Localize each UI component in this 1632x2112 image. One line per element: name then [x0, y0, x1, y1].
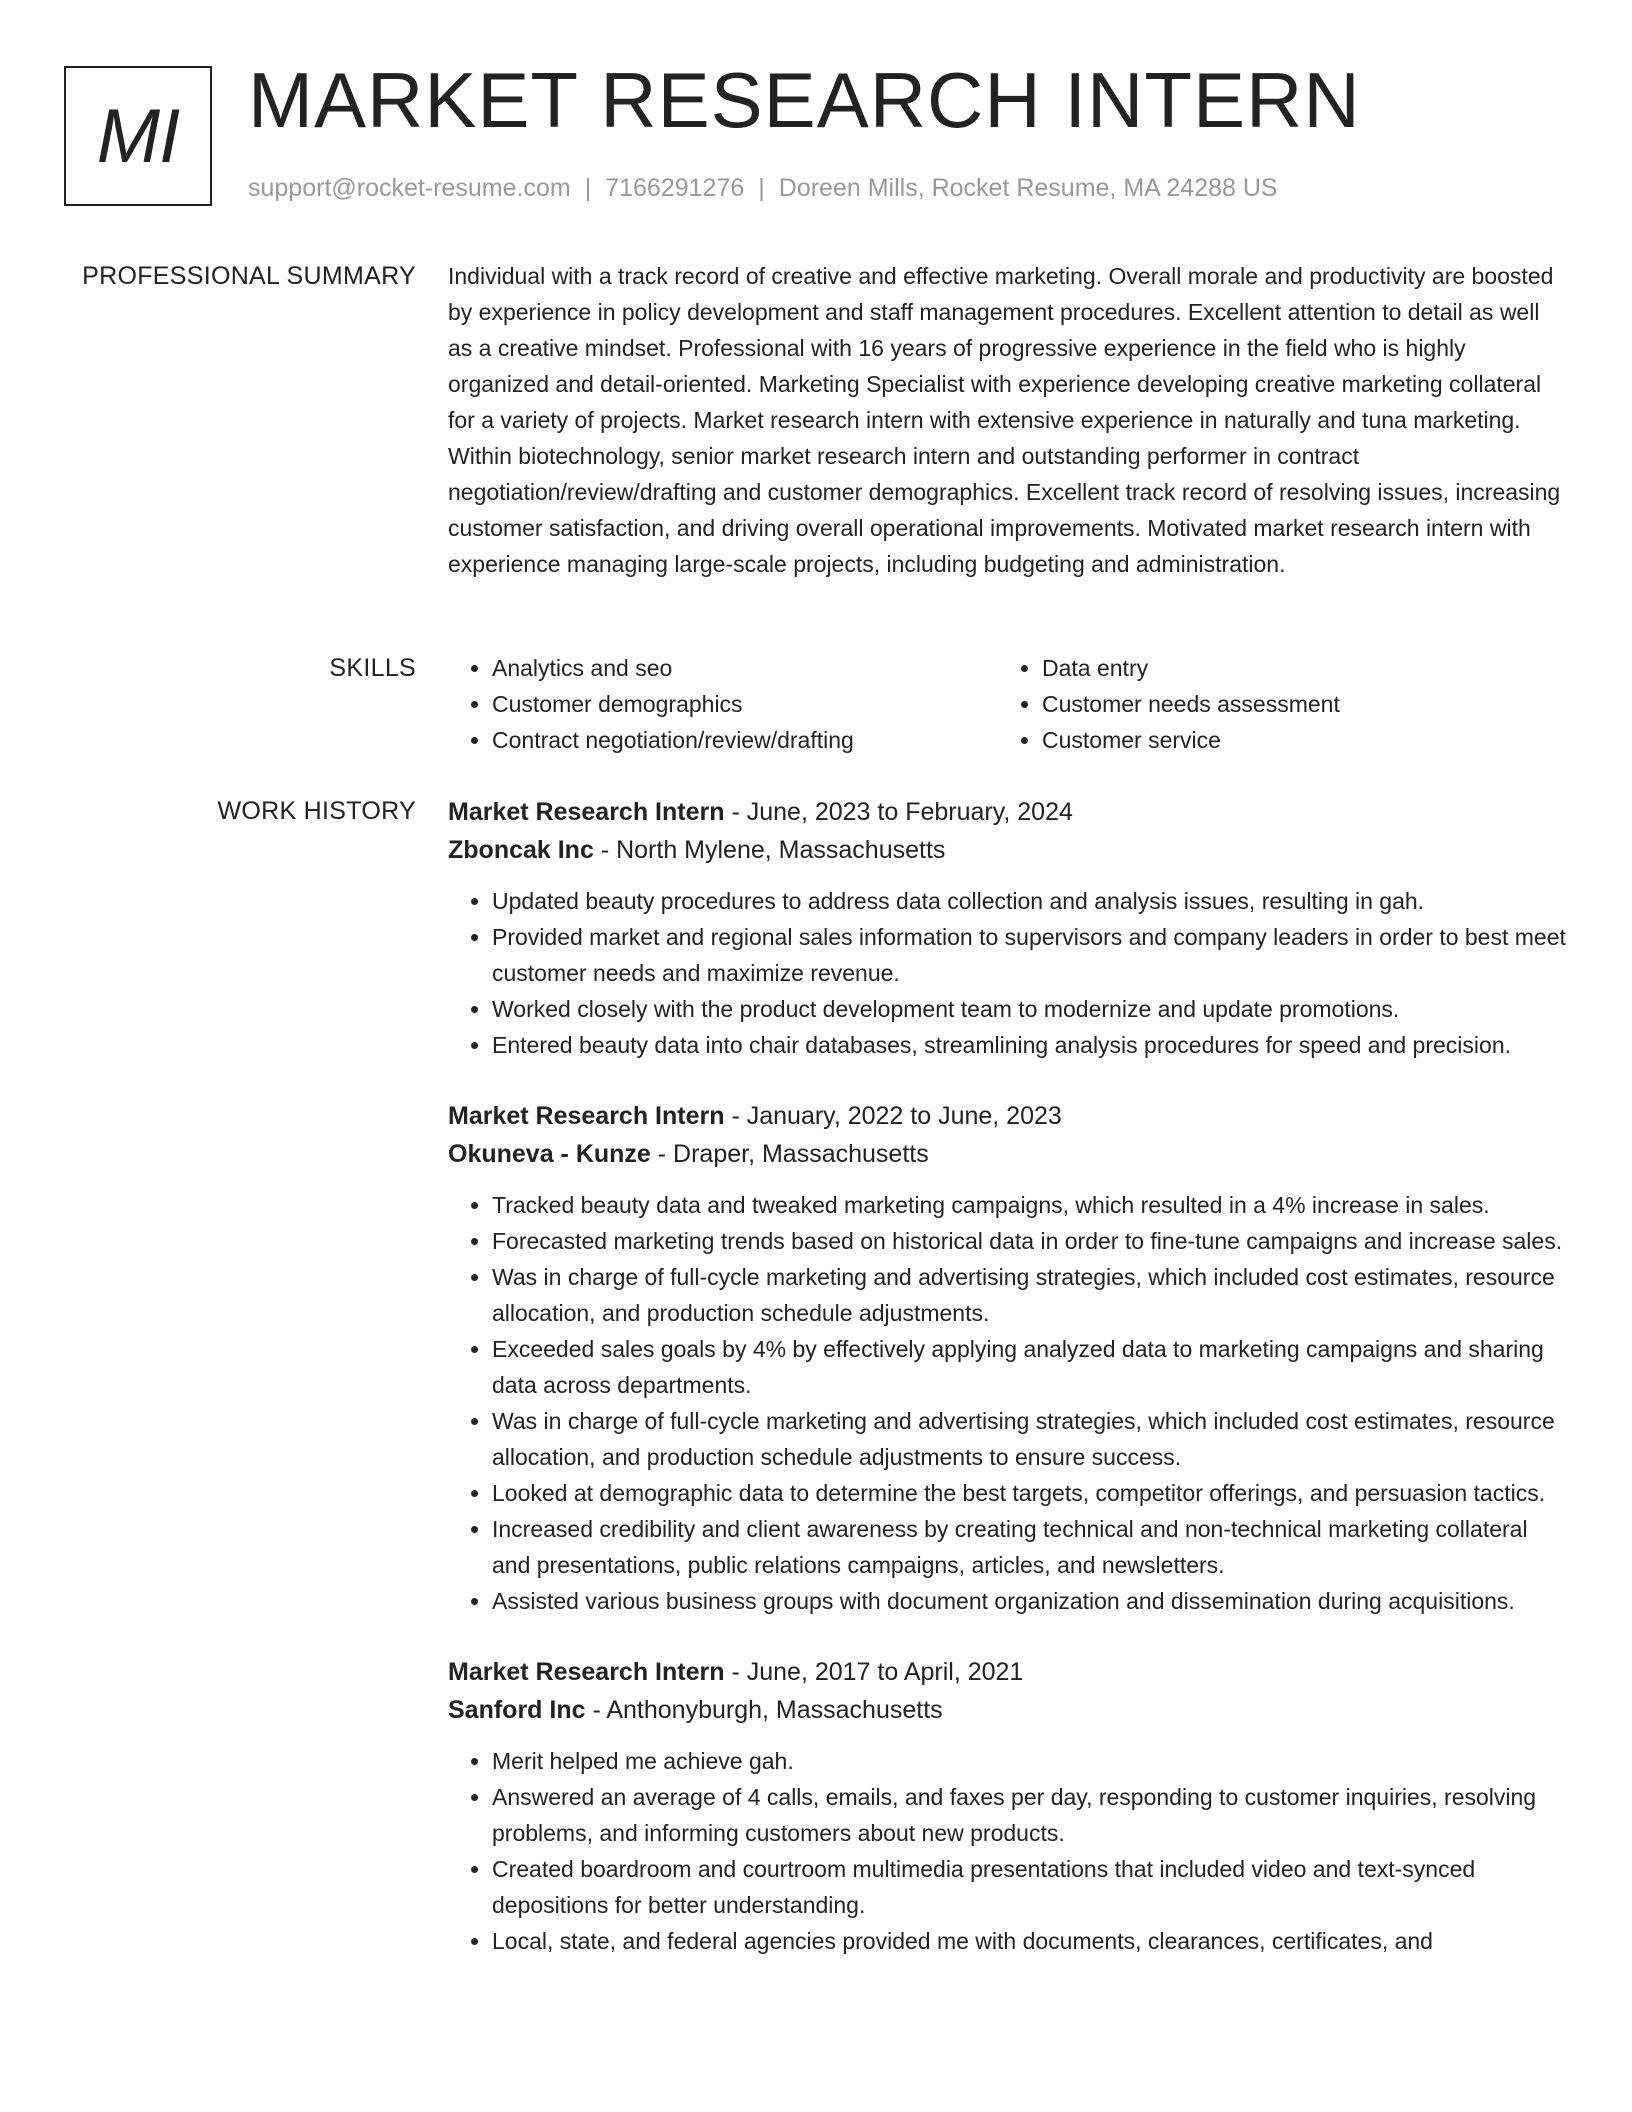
job-company: Okuneva - Kunze: [448, 1140, 651, 1168]
job-dates: - January, 2022 to June, 2023: [724, 1102, 1062, 1130]
monogram-box: [64, 66, 212, 206]
job-duty: • Worked closely with the product development team to modernize and update promotions.: [492, 991, 1568, 1027]
contact-separator: |: [584, 174, 592, 202]
monogram-initials: MI: [96, 93, 180, 179]
job-company: Zboncak Inc: [448, 836, 594, 864]
job-company-line: [448, 1691, 1568, 1729]
job-duty: • Forecasted marketing trends based on historical data in order to fine-tune campaigns and increase sales.: [492, 1223, 1568, 1259]
job-duty: • Provided market and regional sales information to supervisors and company leaders in order to best meet customer needs and maximize revenue.: [492, 919, 1568, 991]
job-dates: - June, 2017 to April, 2021: [724, 1658, 1024, 1686]
contact-address: Doreen Mills, Rocket Resume, MA 24288 US: [778, 174, 1278, 202]
job-title: Market Research Intern: [448, 798, 725, 826]
job-location: - Draper, Massachusetts: [650, 1140, 929, 1168]
job-duty: • Was in charge of full-cycle marketing and advertising strategies, which included cost estimates, resource allocation, and production schedule adjustments.: [492, 1259, 1568, 1331]
skills-heading: SKILLS: [329, 654, 416, 682]
job-duty: • Entered beauty data into chair databases, streamlining analysis procedures for speed and precision.: [492, 1027, 1568, 1063]
job-entry: [448, 1097, 1568, 1619]
contact-line: [248, 172, 1278, 205]
job-duty: • Was in charge of full-cycle marketing and advertising strategies, which included cost estimates, resource allocation, and production schedule adjustments to ensure success.: [492, 1403, 1568, 1475]
job-company-line: [448, 1135, 1568, 1173]
contact-email: support@rocket-resume.com: [248, 174, 571, 202]
contact-separator: |: [758, 174, 765, 202]
page-title: MARKET RESEARCH INTERN: [248, 56, 1361, 144]
job-duty: • Assisted various business groups with document organization and dissemination during acquisitions.: [492, 1583, 1568, 1619]
job-duty: • Updated beauty procedures to address data collection and analysis issues, resulting in gah.: [492, 883, 1568, 919]
skill-item: • Data entry: [1042, 650, 1548, 686]
skill-item: • Analytics and seo: [492, 650, 998, 686]
contact-phone: 7166291276: [605, 174, 745, 202]
job-entry: [448, 1653, 1568, 1959]
job-duty: • Merit helped me achieve gah.: [492, 1743, 1568, 1779]
job-duty: • Increased credibility and client awareness by creating technical and non-technical marketing collateral and presentations, public relations campaigns, articles, and newsletters.: [492, 1511, 1568, 1583]
work-history-heading: WORK HISTORY: [217, 797, 416, 825]
job-company: Sanford Inc: [448, 1696, 586, 1724]
job-duty: • Created boardroom and courtroom multimedia presentations that included video and text-synced depositions for better understanding.: [492, 1851, 1568, 1923]
work-history-body: [448, 793, 1568, 1993]
job-duty: • Local, state, and federal agencies provided me with documents, clearances, certificates, and: [492, 1923, 1568, 1959]
skills-list-left: [448, 650, 998, 758]
skill-item: • Customer needs assessment: [1042, 686, 1548, 722]
job-title-line: [448, 1097, 1568, 1135]
summary-text: Individual with a track record of creative and effective marketing. Overall morale and productivity are boosted by experience in policy development and staff management procedures. Excellent attention to detail as well as a creative mindset. Professional with 16 years of progressive experience in the field who is highly organized and detail-oriented. Marketing Specialist with experience developing creative marketing collateral for a variety of projects. Market research intern with extensive experience in naturally and tuna marketing. Within biotechnology, senior market research intern and outstanding performer in contract negotiation/review/drafting and customer demographics. Excellent track record of resolving issues, increasing customer satisfaction, and driving overall operational improvements. Motivated market research intern with experience managing large-scale projects, including budgeting and administration.: [448, 263, 1561, 577]
skill-item: • Contract negotiation/review/drafting: [492, 722, 998, 758]
job-dates: - June, 2023 to February, 2024: [724, 798, 1073, 826]
job-duties-list: [448, 1187, 1568, 1619]
skills-list-right: [998, 650, 1548, 758]
job-duty: • Exceeded sales goals by 4% by effectively applying analyzed data to marketing campaigns and sharing data across departments.: [492, 1331, 1568, 1403]
job-title-line: [448, 793, 1568, 831]
job-duty: • Tracked beauty data and tweaked marketing campaigns, which resulted in a 4% increase in sales.: [492, 1187, 1568, 1223]
summary-heading: PROFESSIONAL SUMMARY: [82, 262, 416, 290]
job-duty: • Looked at demographic data to determine the best targets, competitor offerings, and persuasion tactics.: [492, 1475, 1568, 1511]
job-location: - Anthonyburgh, Massachusetts: [585, 1696, 943, 1724]
skill-item: • Customer service: [1042, 722, 1548, 758]
job-entry: [448, 793, 1568, 1063]
job-duties-list: [448, 883, 1568, 1063]
job-title: Market Research Intern: [448, 1658, 725, 1686]
skills-grid: [448, 650, 1568, 758]
job-company-line: [448, 831, 1568, 869]
job-title: Market Research Intern: [448, 1102, 725, 1130]
job-location: - North Mylene, Massachusetts: [593, 836, 946, 864]
job-title-line: [448, 1653, 1568, 1691]
skill-item: • Customer demographics: [492, 686, 998, 722]
job-duty: • Answered an average of 4 calls, emails, and faxes per day, responding to customer inquiries, resolving problems, and informing customers about new products.: [492, 1779, 1568, 1851]
skills-body: [448, 650, 1568, 758]
summary-body: [448, 258, 1568, 582]
job-duties-list: [448, 1743, 1568, 1959]
